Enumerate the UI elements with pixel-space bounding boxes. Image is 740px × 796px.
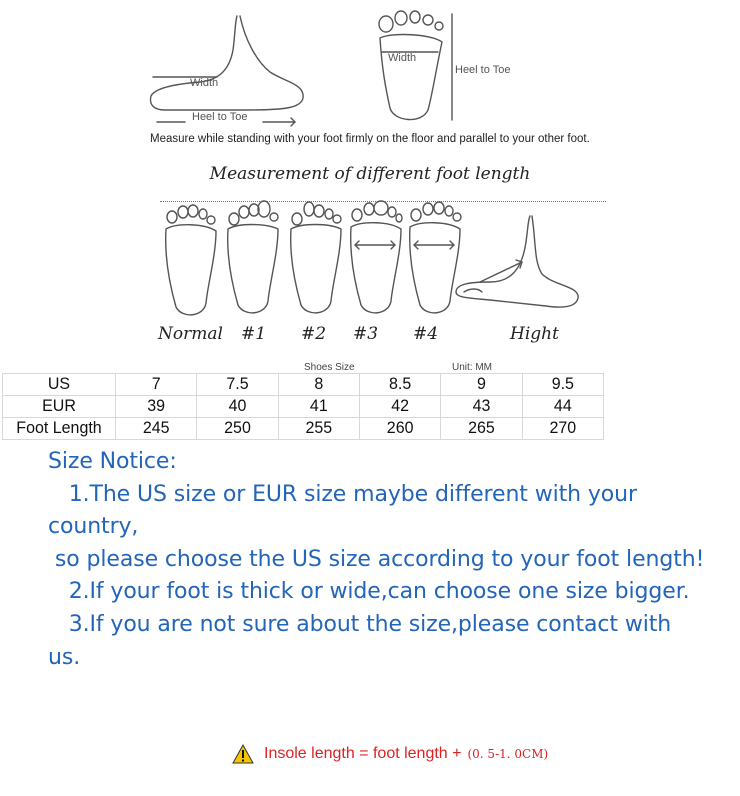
size-notice — [48, 446, 708, 674]
table-cell: 255 — [278, 417, 359, 440]
table-cell: 7.5 — [197, 373, 278, 396]
table-unit: Unit: MM — [452, 362, 492, 373]
measurement-title: Measurement of different foot length — [209, 164, 531, 184]
table-row — [3, 396, 604, 418]
top-width-label: Width — [388, 52, 417, 64]
table-row — [3, 374, 604, 396]
foot-type-normal: Normal — [158, 324, 223, 344]
table-cell: 9.5 — [522, 373, 603, 396]
table-cell: 8.5 — [359, 373, 440, 396]
notice-line-4: 3.If you are not sure about the size,please contact with us. — [48, 611, 679, 670]
table-cell: 270 — [522, 417, 603, 440]
table-cell: 42 — [359, 395, 440, 418]
foot-3-illustration — [345, 199, 405, 318]
foot-type-1: #1 — [241, 324, 267, 344]
table-cell: 44 — [522, 395, 603, 418]
foot-1-illustration — [222, 199, 282, 318]
table-cell: 39 — [116, 395, 197, 418]
table-cell: 41 — [278, 395, 359, 418]
notice-title: Size Notice: — [48, 449, 177, 474]
warning-icon — [232, 744, 254, 764]
table-cell: 8 — [278, 373, 359, 396]
table-cell: 245 — [116, 417, 197, 440]
foot-type-2: #2 — [301, 324, 327, 344]
table-cell: 40 — [197, 395, 278, 418]
foot-type-3: #3 — [353, 324, 379, 344]
table-cell: 9 — [441, 373, 522, 396]
table-cell: 43 — [441, 395, 522, 418]
foot-2-illustration — [285, 199, 345, 318]
insole-range: (0. 5-1. 0CM) — [467, 747, 549, 761]
notice-line-3: 2.If your foot is thick or wide,can choose one size bigger. — [48, 579, 690, 605]
foot-high-arch-illustration — [450, 212, 585, 312]
row-label-us: US — [3, 373, 116, 396]
table-cell: 7 — [116, 373, 197, 396]
heel-to-toe-label: Heel to Toe — [192, 111, 248, 123]
notice-line-2: so please choose the US size according to your foot length! — [48, 546, 705, 572]
foot-type-4: #4 — [413, 324, 439, 344]
width-label: Width — [190, 77, 219, 89]
row-label-foot-length: Foot Length — [3, 417, 116, 440]
table-cell: 260 — [359, 417, 440, 440]
table-cell: 265 — [441, 417, 522, 440]
foot-normal-illustration — [160, 203, 220, 318]
row-label-eur: EUR — [3, 395, 116, 418]
top-heel-to-toe-label: Heel to Toe — [455, 64, 511, 76]
insole-note — [232, 744, 548, 764]
table-row — [3, 418, 604, 440]
measure-instruction: Measure while standing with your foot firmly on the floor and parallel to your other foot. — [150, 133, 590, 145]
notice-line-1: 1.The US size or EUR size maybe different with your country, — [48, 481, 644, 540]
foot-type-high: Hight — [510, 324, 559, 344]
table-caption: Shoes Size — [304, 362, 355, 373]
insole-text: Insole length = foot length + — [264, 745, 462, 762]
size-table — [2, 373, 604, 440]
table-cell: 250 — [197, 417, 278, 440]
